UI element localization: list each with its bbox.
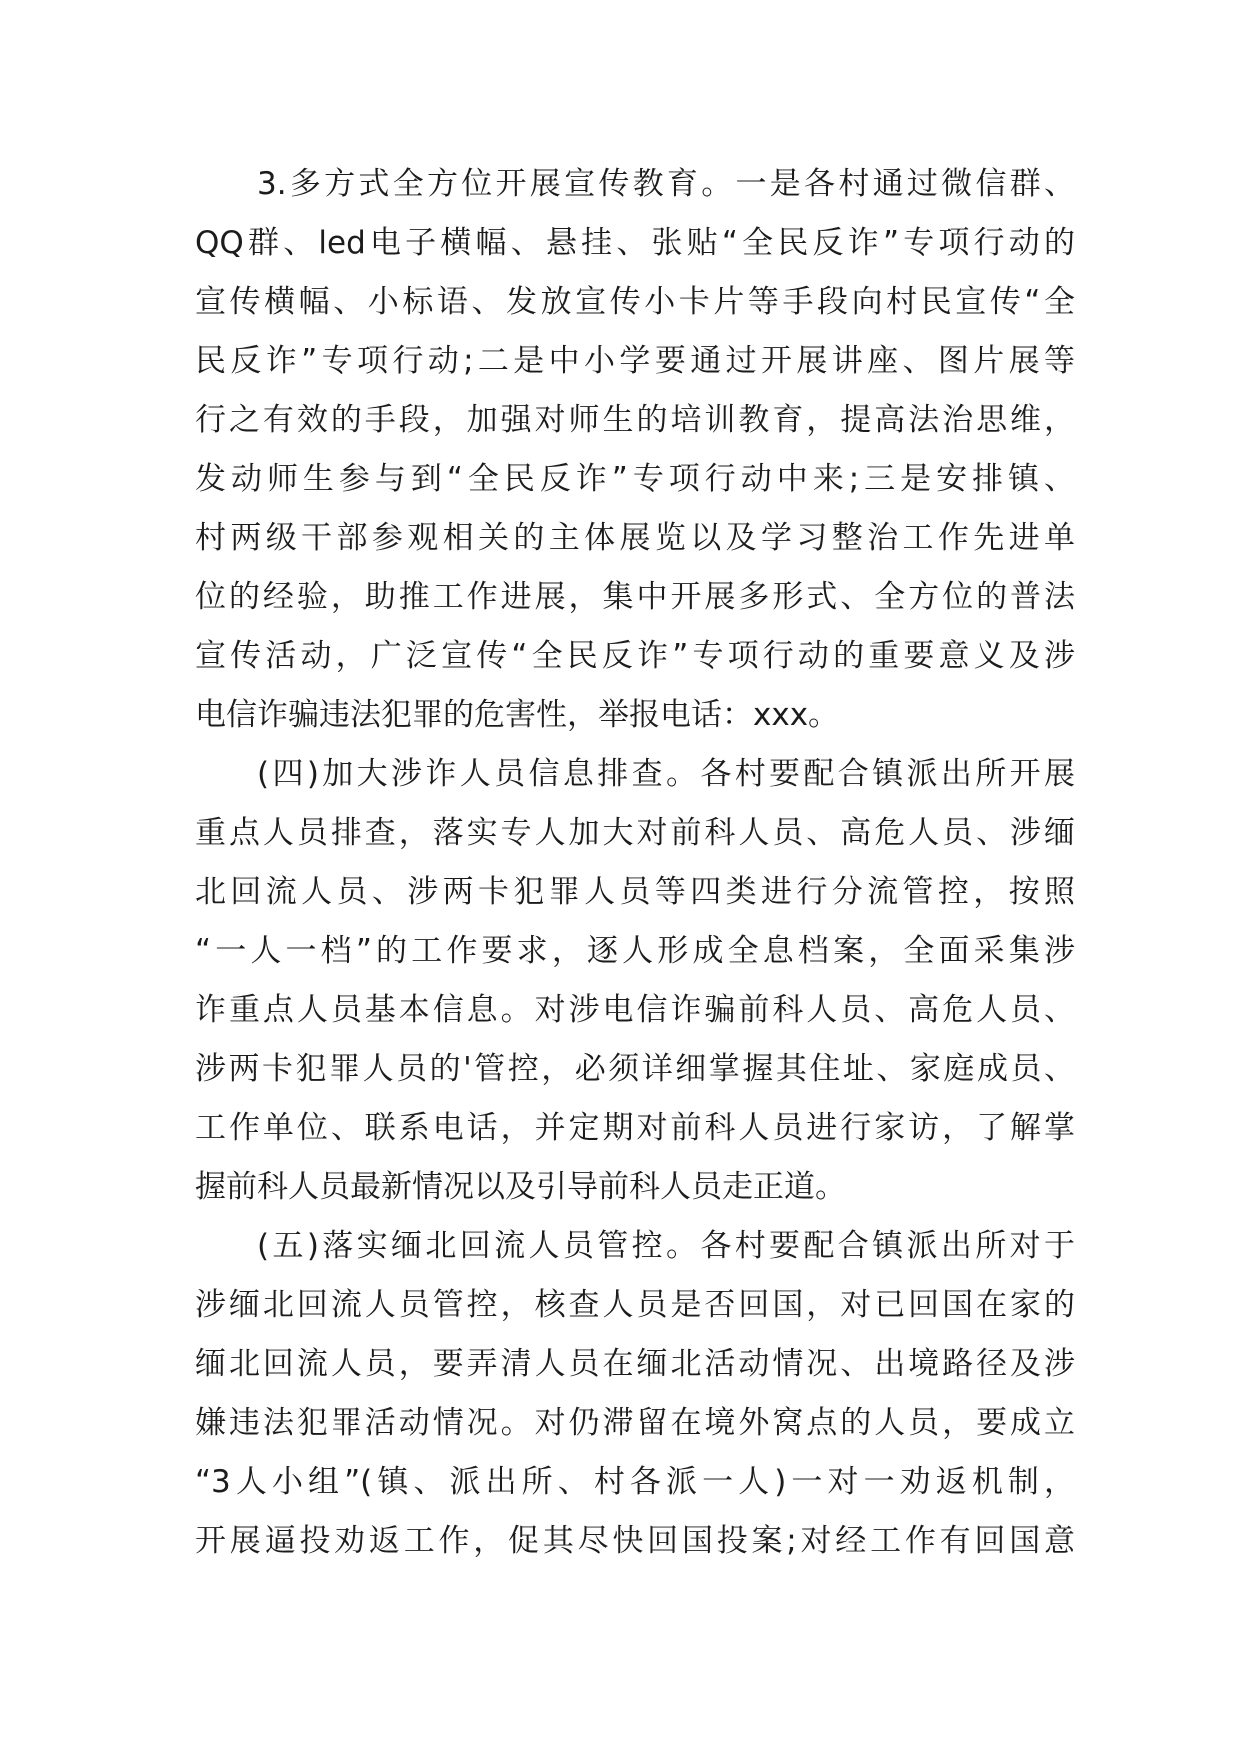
text-line: QQ群、led电子横幅、悬挂、张贴“全民反诈”专项行动的 (195, 225, 1075, 261)
text-line: 嫌违法犯罪活动情况。对仍滞留在境外窝点的人员，要成立 (195, 1405, 1075, 1441)
text-line: (四)加大涉诈人员信息排查。各村要配合镇派出所开展 (257, 756, 1075, 792)
text-line: 涉两卡犯罪人员的'管控，必须详细掌握其住址、家庭成员、 (195, 1051, 1075, 1087)
text-line: 握前科人员最新情况以及引导前科人员走正道。 (195, 1169, 846, 1205)
text-line: (五)落实缅北回流人员管控。各村要配合镇派出所对于 (257, 1228, 1075, 1264)
text-line: 行之有效的手段，加强对师生的培训教育，提高法治思维， (195, 402, 1075, 438)
text-line: 电信诈骗违法犯罪的危害性，举报电话：xxx。 (195, 697, 840, 733)
document-body (195, 155, 1075, 1571)
text-line: 发动师生参与到“全民反诈”专项行动中来;三是安排镇、 (195, 461, 1075, 497)
text-line: 村两级干部参观相关的主体展览以及学习整治工作先进单 (195, 520, 1075, 556)
text-line: “一人一档”的工作要求，逐人形成全息档案，全面采集涉 (195, 933, 1075, 969)
text-line: 重点人员排查，落实专人加大对前科人员、高危人员、涉缅 (195, 815, 1075, 851)
text-line: 涉缅北回流人员管控，核查人员是否回国，对已回国在家的 (195, 1287, 1075, 1323)
text-line: 工作单位、联系电话，并定期对前科人员进行家访，了解掌 (195, 1110, 1075, 1146)
text-line: 开展逼投劝返工作，促其尽快回国投案;对经工作有回国意 (195, 1523, 1075, 1559)
text-line: 位的经验，助推工作进展，集中开展多形式、全方位的普法 (195, 579, 1075, 615)
text-line: 民反诈”专项行动;二是中小学要通过开展讲座、图片展等 (195, 343, 1075, 379)
text-line: 3.多方式全方位开展宣传教育。一是各村通过微信群、 (257, 166, 1075, 202)
text-line: 宣传横幅、小标语、发放宣传小卡片等手段向村民宣传“全 (195, 284, 1075, 320)
text-line: 缅北回流人员，要弄清人员在缅北活动情况、出境路径及涉 (195, 1346, 1075, 1382)
text-line: 北回流人员、涉两卡犯罪人员等四类进行分流管控，按照 (195, 874, 1075, 910)
text-line: 宣传活动，广泛宣传“全民反诈”专项行动的重要意义及涉 (195, 638, 1075, 674)
text-line: “3人小组”(镇、派出所、村各派一人)一对一劝返机制， (195, 1464, 1075, 1500)
text-line: 诈重点人员基本信息。对涉电信诈骗前科人员、高危人员、 (195, 992, 1075, 1028)
